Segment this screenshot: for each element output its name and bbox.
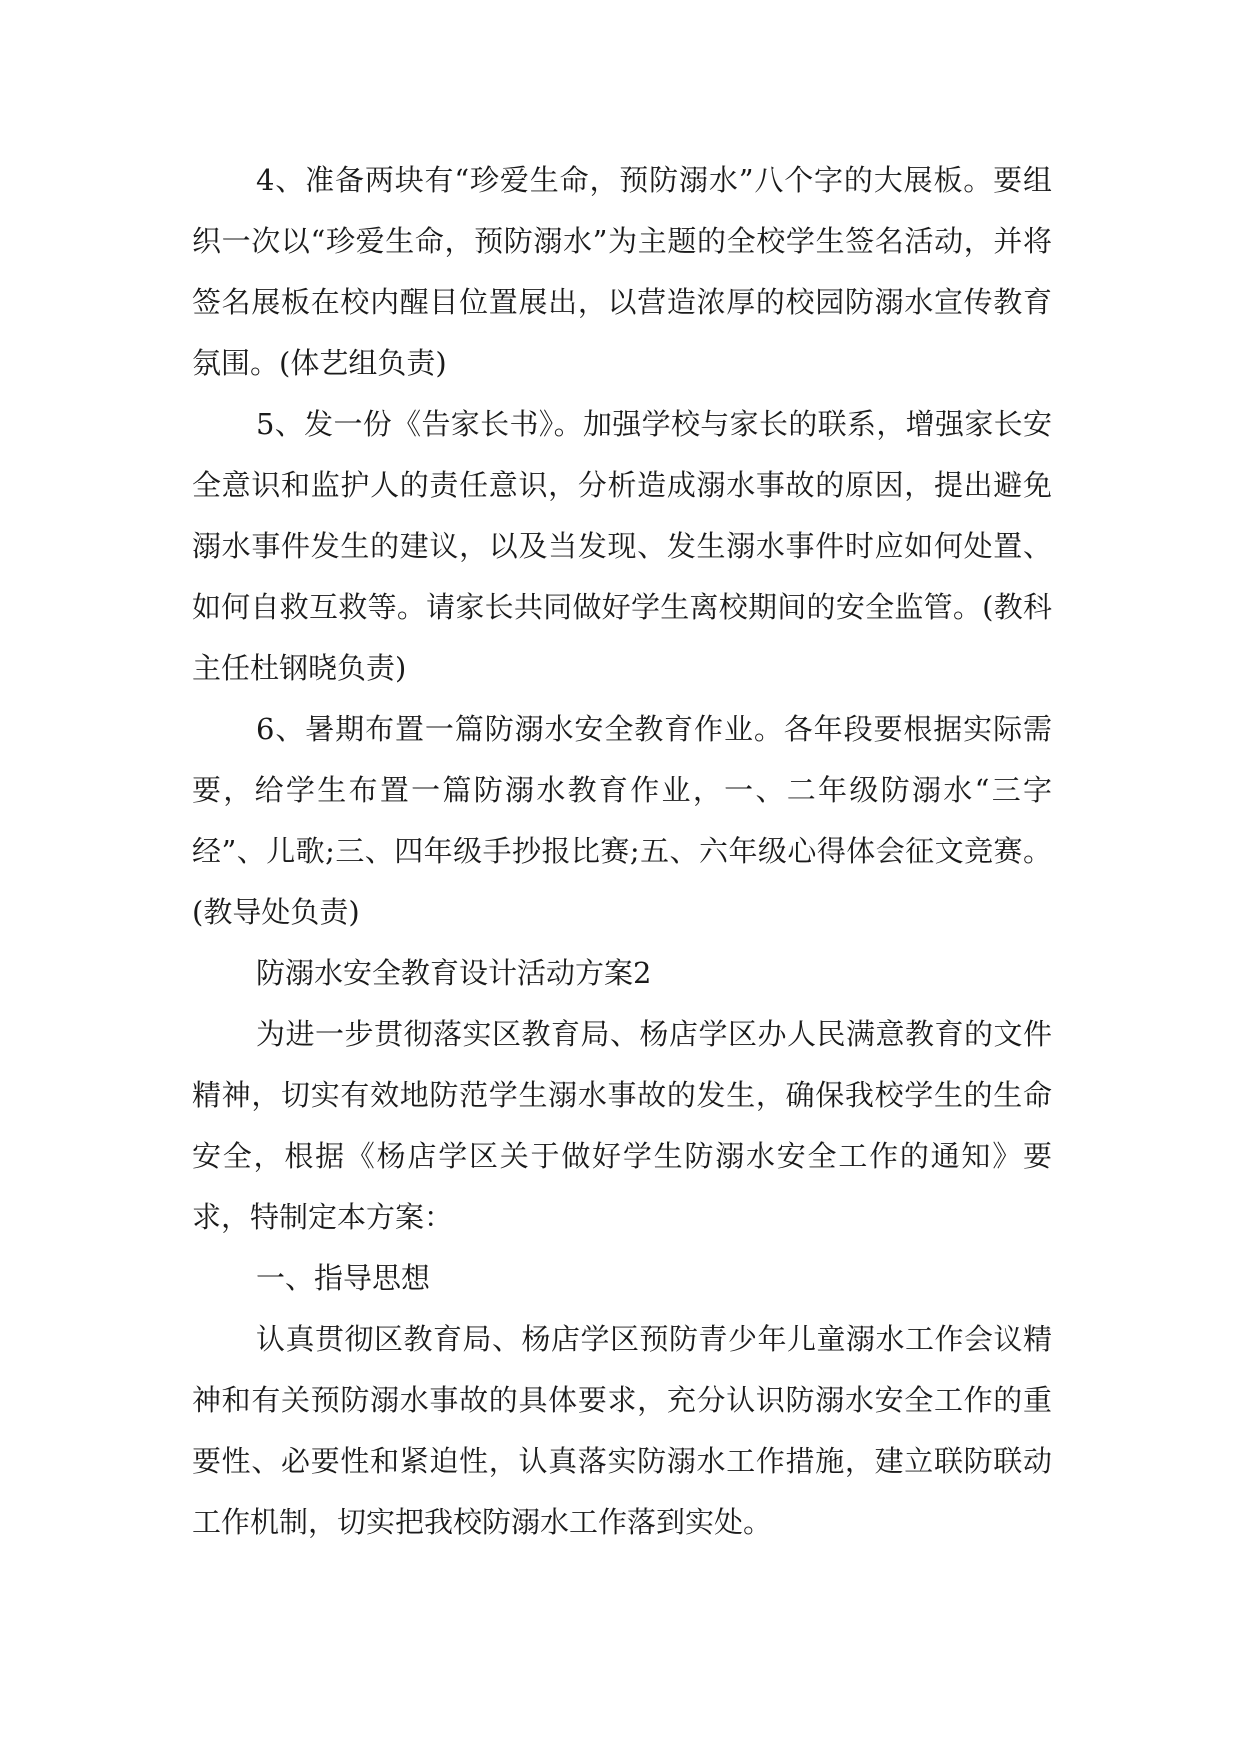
section-title: 防溺水安全教育设计活动方案2 <box>256 956 652 990</box>
paragraph-item-4: 4、准备两块有“珍爱生命，预防溺水”八个字的大展板。要组织一次以“珍爱生命，预防溺水”为主题的全校学生签名活动，并将签名展板在校内醒目位置展出，以营造浓厚的校园防溺水宣传教育氛围。(体艺组负责) <box>192 163 1052 380</box>
document-page <box>192 150 1052 1553</box>
paragraph-item-6: 6、暑期布置一篇防溺水安全教育作业。各年段要根据实际需要，给学生布置一篇防溺水教育作业，一、二年级防溺水“三字经”、儿歌;三、四年级手抄报比赛;五、六年级心得体会征文竞赛。(教导处负责) <box>192 712 1052 929</box>
heading-guiding-ideology: 一、指导思想 <box>256 1261 431 1295</box>
paragraph-item-5: 5、发一份《告家长书》。加强学校与家长的联系，增强家长安全意识和监护人的责任意识，分析造成溺水事故的原因，提出避免溺水事件发生的建议，以及当发现、发生溺水事件时应如何处置、如何自救互救等。请家长共同做好学生离校期间的安全监管。(教科主任杜钢晓负责) <box>192 407 1052 685</box>
intro-paragraph: 为进一步贯彻落实区教育局、杨店学区办人民满意教育的文件精神，切实有效地防范学生溺水事故的发生，确保我校学生的生命安全，根据《杨店学区关于做好学生防溺水安全工作的通知》要求，特制定本方案： <box>192 1017 1052 1234</box>
guiding-ideology-paragraph: 认真贯彻区教育局、杨店学区预防青少年儿童溺水工作会议精神和有关预防溺水事故的具体要求，充分认识防溺水安全工作的重要性、必要性和紧迫性，认真落实防溺水工作措施，建立联防联动工作机制，切实把我校防溺水工作落到实处。 <box>192 1322 1052 1539</box>
